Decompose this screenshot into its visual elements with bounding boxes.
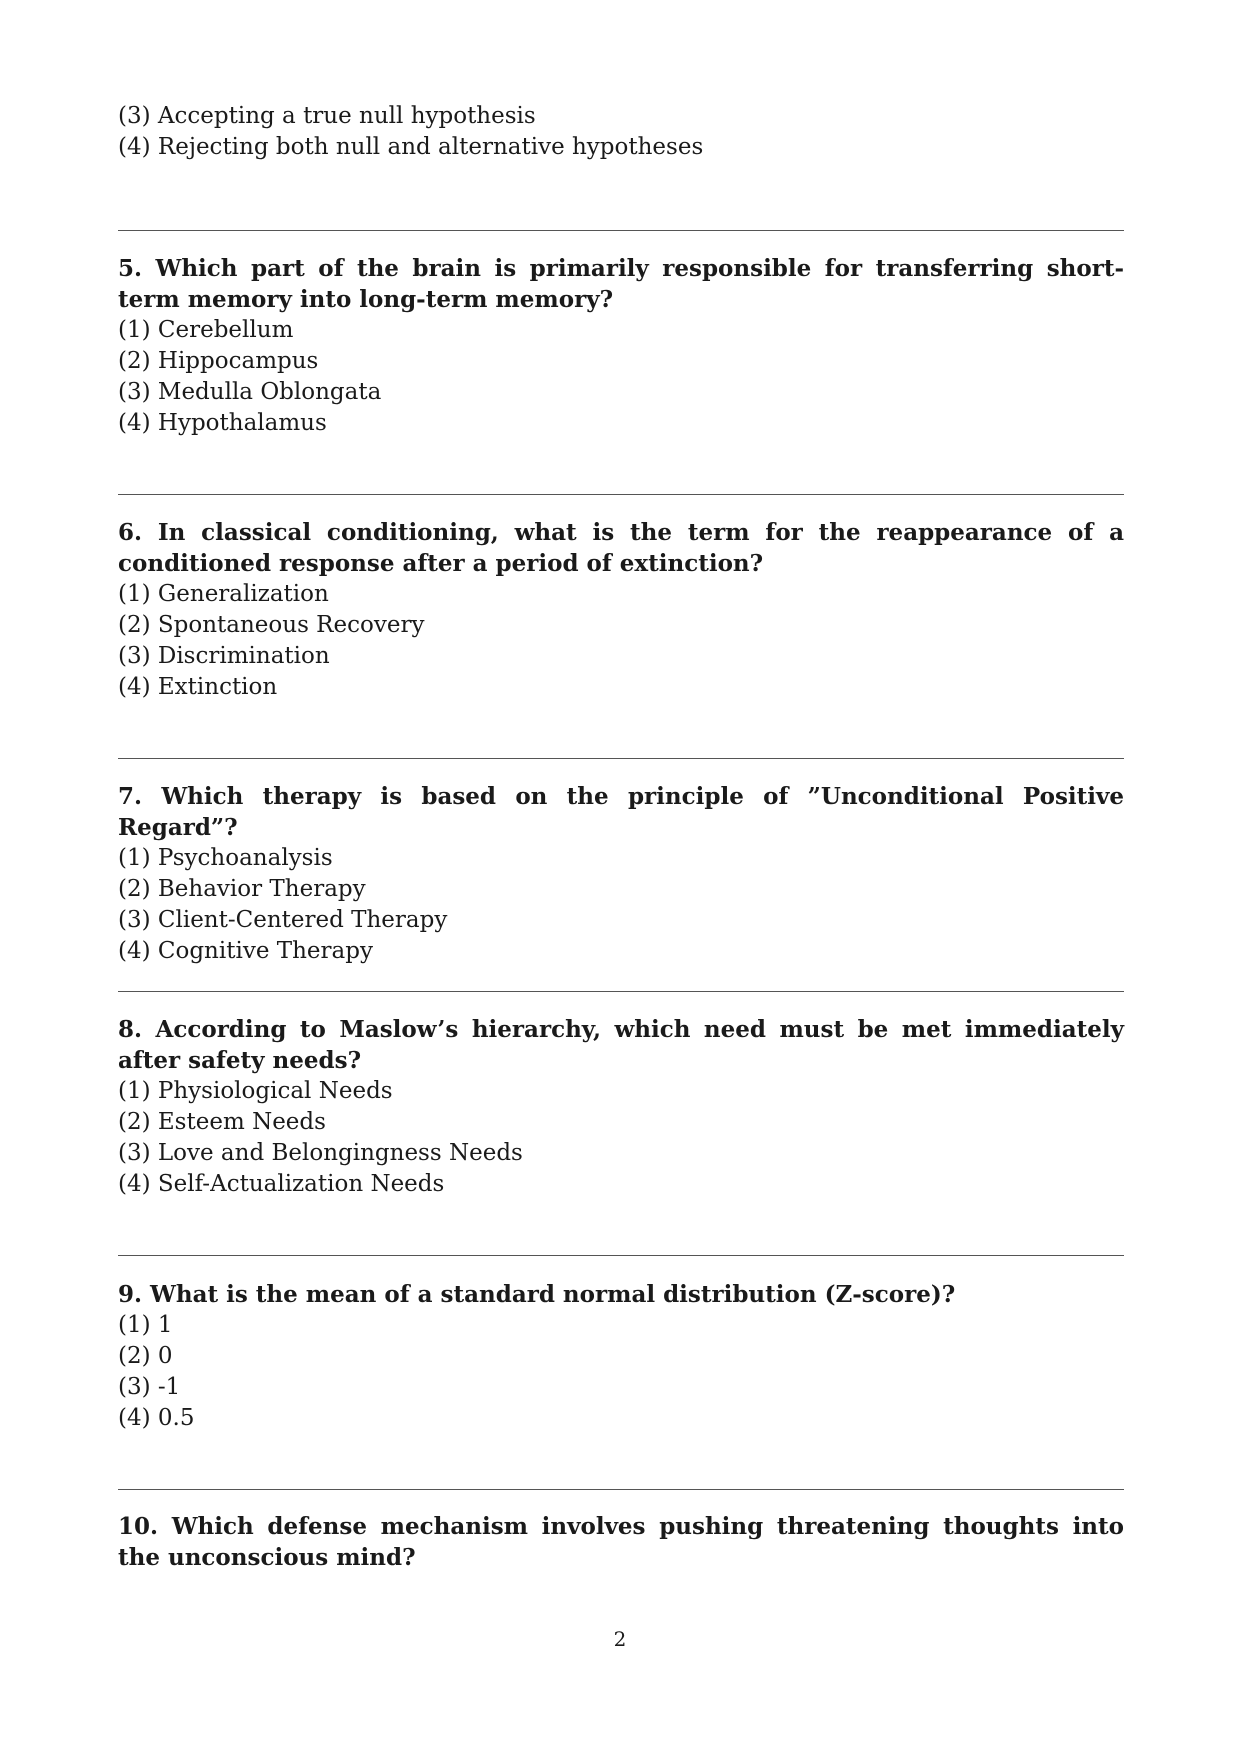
carryover-options — [118, 101, 1124, 163]
question-10 — [118, 1511, 1124, 1573]
question-text: 10. Which defense mechanism involves pushing threatening thoughts into the unconscious mind? — [118, 1513, 1124, 1571]
separator-rule — [118, 1489, 1124, 1490]
separator-rule — [118, 230, 1124, 231]
option: (4) Cognitive Therapy — [118, 938, 373, 964]
option: (4) Hypothalamus — [118, 410, 327, 436]
question-7 — [118, 781, 1124, 967]
question-9 — [118, 1279, 1124, 1434]
option: (1) Generalization — [118, 581, 329, 607]
option: (3) Accepting a true null hypothesis — [118, 103, 536, 129]
option: (2) 0 — [118, 1343, 173, 1369]
question-text: 9. What is the mean of a standard normal distribution (Z-score)? — [118, 1281, 956, 1308]
separator-rule — [118, 494, 1124, 495]
question-text: 6. In classical conditioning, what is the term for the reappearance of a conditioned response after a period of extinction? — [118, 519, 1124, 577]
option: (3) Discrimination — [118, 643, 330, 669]
question-8 — [118, 1014, 1124, 1200]
option: (1) Physiological Needs — [118, 1078, 393, 1104]
question-text: 7. Which therapy is based on the principle of ”Unconditional Positive Regard”? — [118, 783, 1124, 841]
page-number: 2 — [613, 1627, 627, 1651]
option: (4) Self-Actualization Needs — [118, 1171, 445, 1197]
option: (2) Hippocampus — [118, 348, 319, 374]
option: (2) Spontaneous Recovery — [118, 612, 425, 638]
option: (1) Cerebellum — [118, 317, 294, 343]
option: (1) 1 — [118, 1312, 173, 1338]
option: (2) Behavior Therapy — [118, 876, 366, 902]
option: (4) Rejecting both null and alternative hypotheses — [118, 134, 704, 160]
option: (2) Esteem Needs — [118, 1109, 326, 1135]
option: (3) Love and Belongingness Needs — [118, 1140, 523, 1166]
separator-rule — [118, 758, 1124, 759]
separator-rule — [118, 991, 1124, 992]
option: (3) Client-Centered Therapy — [118, 907, 448, 933]
option: (3) -1 — [118, 1374, 181, 1400]
question-5 — [118, 253, 1124, 439]
question-text: 8. According to Maslow’s hierarchy, which need must be met immediately after safety needs? — [118, 1016, 1124, 1074]
question-text: 5. Which part of the brain is primarily responsible for transferring short-term memory into long-term memory? — [118, 255, 1124, 313]
separator-rule — [118, 1255, 1124, 1256]
option: (4) Extinction — [118, 674, 278, 700]
option: (3) Medulla Oblongata — [118, 379, 382, 405]
option: (1) Psychoanalysis — [118, 845, 333, 871]
option: (4) 0.5 — [118, 1405, 195, 1431]
question-6 — [118, 517, 1124, 703]
